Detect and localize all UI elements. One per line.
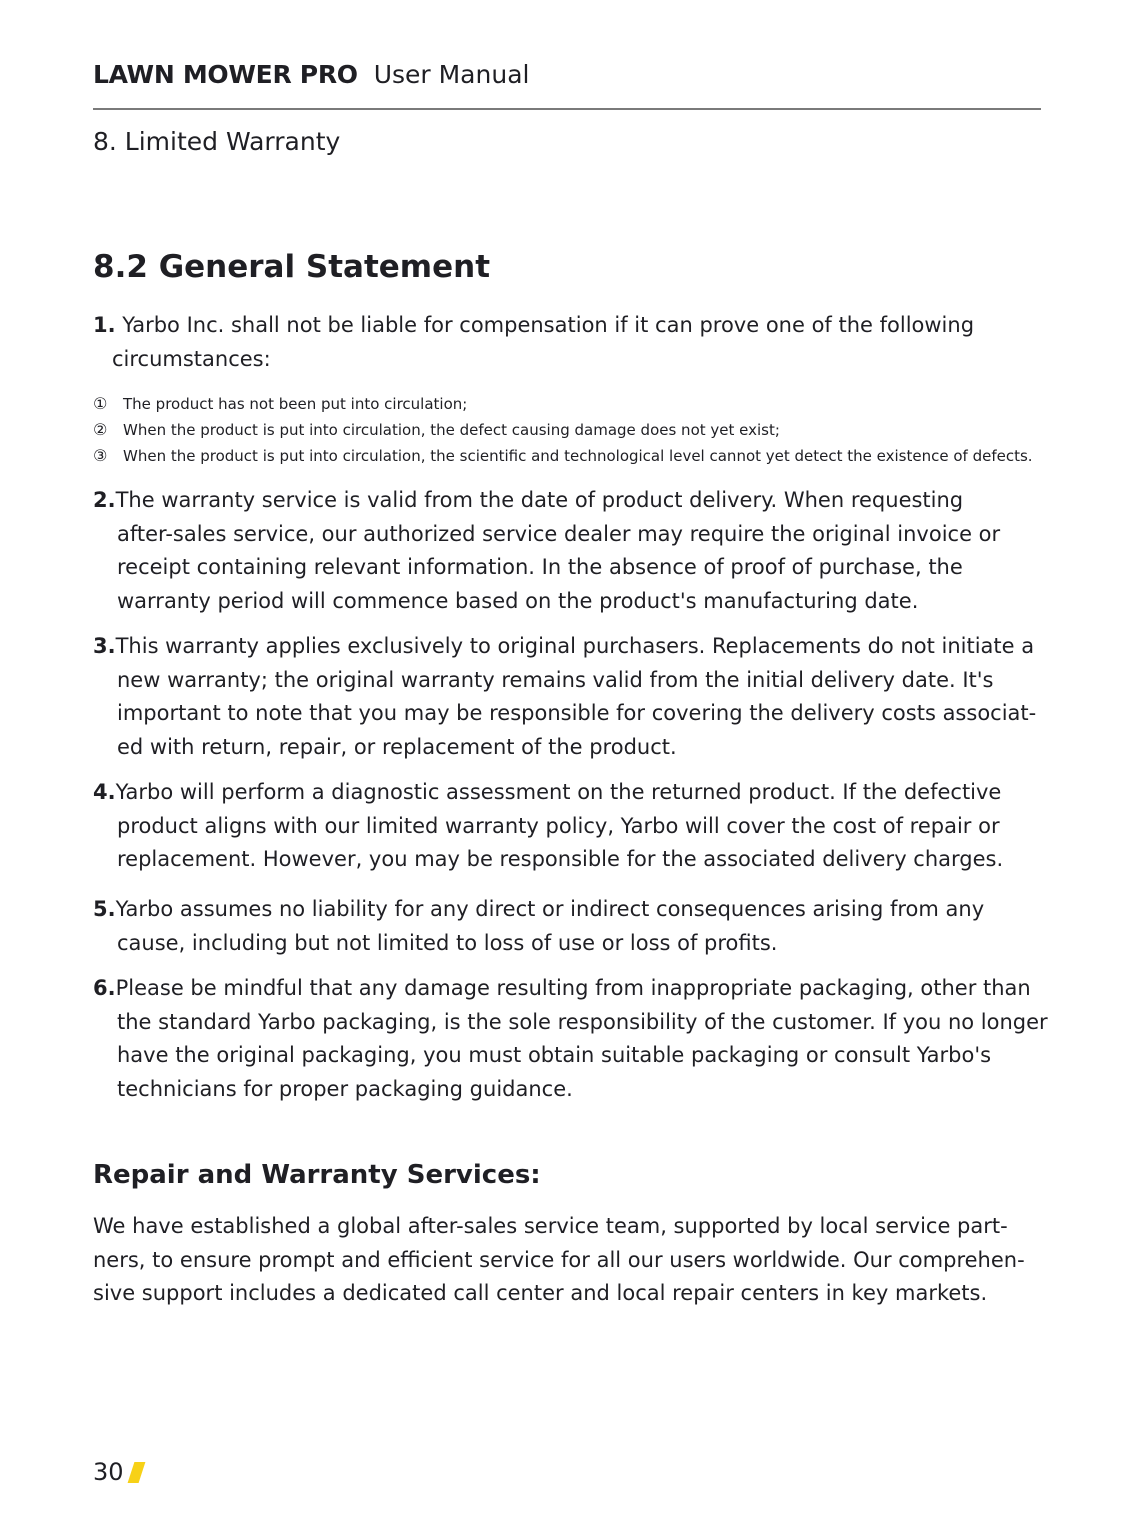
list-item bbox=[93, 309, 1053, 376]
page-number: 30 bbox=[93, 1458, 124, 1486]
item-text: after-sales service, our authorized service dealer may require the original invoice or bbox=[117, 521, 1001, 546]
circled-number-icon: ① bbox=[93, 394, 108, 413]
circled-number-icon: ② bbox=[93, 420, 108, 439]
list-item bbox=[93, 776, 1053, 877]
item-text: technicians for proper packaging guidance. bbox=[117, 1076, 573, 1101]
item-number: 4. bbox=[93, 780, 116, 804]
page-footer bbox=[93, 1458, 142, 1486]
circled-number-icon: ③ bbox=[93, 446, 108, 465]
item-text: ed with return, repair, or replacement of the product. bbox=[117, 734, 677, 759]
repair-services-paragraph bbox=[93, 1210, 1025, 1311]
item-number: 5. bbox=[93, 897, 116, 921]
sub-item-text: When the product is put into circulation, the scientific and technological level cannot yet detect the existence of defects. bbox=[123, 447, 1033, 465]
item-text: Please be mindful that any damage resulting from inappropriate packaging, other than bbox=[115, 976, 1031, 1000]
document-type: User Manual bbox=[373, 60, 530, 89]
paragraph-line: sive support includes a dedicated call center and local repair centers in key markets. bbox=[93, 1281, 988, 1306]
item-text: This warranty applies exclusively to original purchasers. Replacements do not initiate a bbox=[115, 634, 1035, 658]
sub-item bbox=[93, 391, 1033, 417]
list-item bbox=[93, 893, 1053, 960]
item-text: Yarbo Inc. shall not be liable for compensation if it can prove one of the following bbox=[122, 313, 975, 337]
header-divider bbox=[93, 108, 1041, 110]
yellow-accent-mark-icon bbox=[127, 1462, 145, 1483]
list-item bbox=[93, 484, 1053, 618]
sub-item bbox=[93, 443, 1033, 469]
list-item bbox=[93, 630, 1053, 764]
item-text: The warranty service is valid from the date of product delivery. When requesting bbox=[115, 488, 964, 512]
item-text: have the original packaging, you must obtain suitable packaging or consult Yarbo's bbox=[117, 1043, 992, 1068]
paragraph-line: We have established a global after-sales service team, supported by local service part- bbox=[93, 1214, 1008, 1238]
repair-services-heading: Repair and Warranty Services: bbox=[93, 1160, 541, 1190]
item-text: the standard Yarbo packaging, is the sole responsibility of the customer. If you no longer bbox=[117, 1009, 1048, 1034]
list-item bbox=[93, 972, 1053, 1106]
item-text: product aligns with our limited warranty policy, Yarbo will cover the cost of repair or bbox=[117, 813, 1000, 838]
sub-item bbox=[93, 417, 1033, 443]
item-number: 6. bbox=[93, 976, 116, 1000]
sub-item-text: The product has not been put into circulation; bbox=[123, 395, 468, 413]
item-text: important to note that you may be responsible for covering the delivery costs associat- bbox=[117, 701, 1037, 726]
section-title: 8.2 General Statement bbox=[93, 249, 491, 285]
item-text: cause, including but not limited to loss of use or loss of profits. bbox=[117, 930, 778, 955]
item-text: Yarbo will perform a diagnostic assessment on the returned product. If the defective bbox=[115, 780, 1002, 804]
item-text: circumstances: bbox=[112, 346, 271, 371]
item-number: 2. bbox=[93, 488, 116, 512]
item-number: 3. bbox=[93, 634, 116, 658]
item-text: warranty period will commence based on the product's manufacturing date. bbox=[117, 588, 919, 613]
item-text: replacement. However, you may be responsible for the associated delivery charges. bbox=[117, 847, 1004, 872]
item-text: Yarbo assumes no liability for any direct or indirect consequences arising from any bbox=[115, 897, 985, 921]
item-number: 1. bbox=[93, 313, 116, 337]
chapter-title: 8. Limited Warranty bbox=[93, 127, 341, 156]
paragraph-line: ners, to ensure prompt and efficient service for all our users worldwide. Our comprehen- bbox=[93, 1247, 1025, 1272]
running-header bbox=[93, 60, 529, 89]
item-text: new warranty; the original warranty remains valid from the initial delivery date. It's bbox=[117, 667, 994, 692]
sub-item-text: When the product is put into circulation, the defect causing damage does not yet exist; bbox=[123, 421, 780, 439]
product-name: LAWN MOWER PRO bbox=[93, 60, 358, 89]
item-text: receipt containing relevant information. In the absence of proof of purchase, the bbox=[117, 555, 963, 580]
circumstances-list bbox=[93, 391, 1033, 469]
